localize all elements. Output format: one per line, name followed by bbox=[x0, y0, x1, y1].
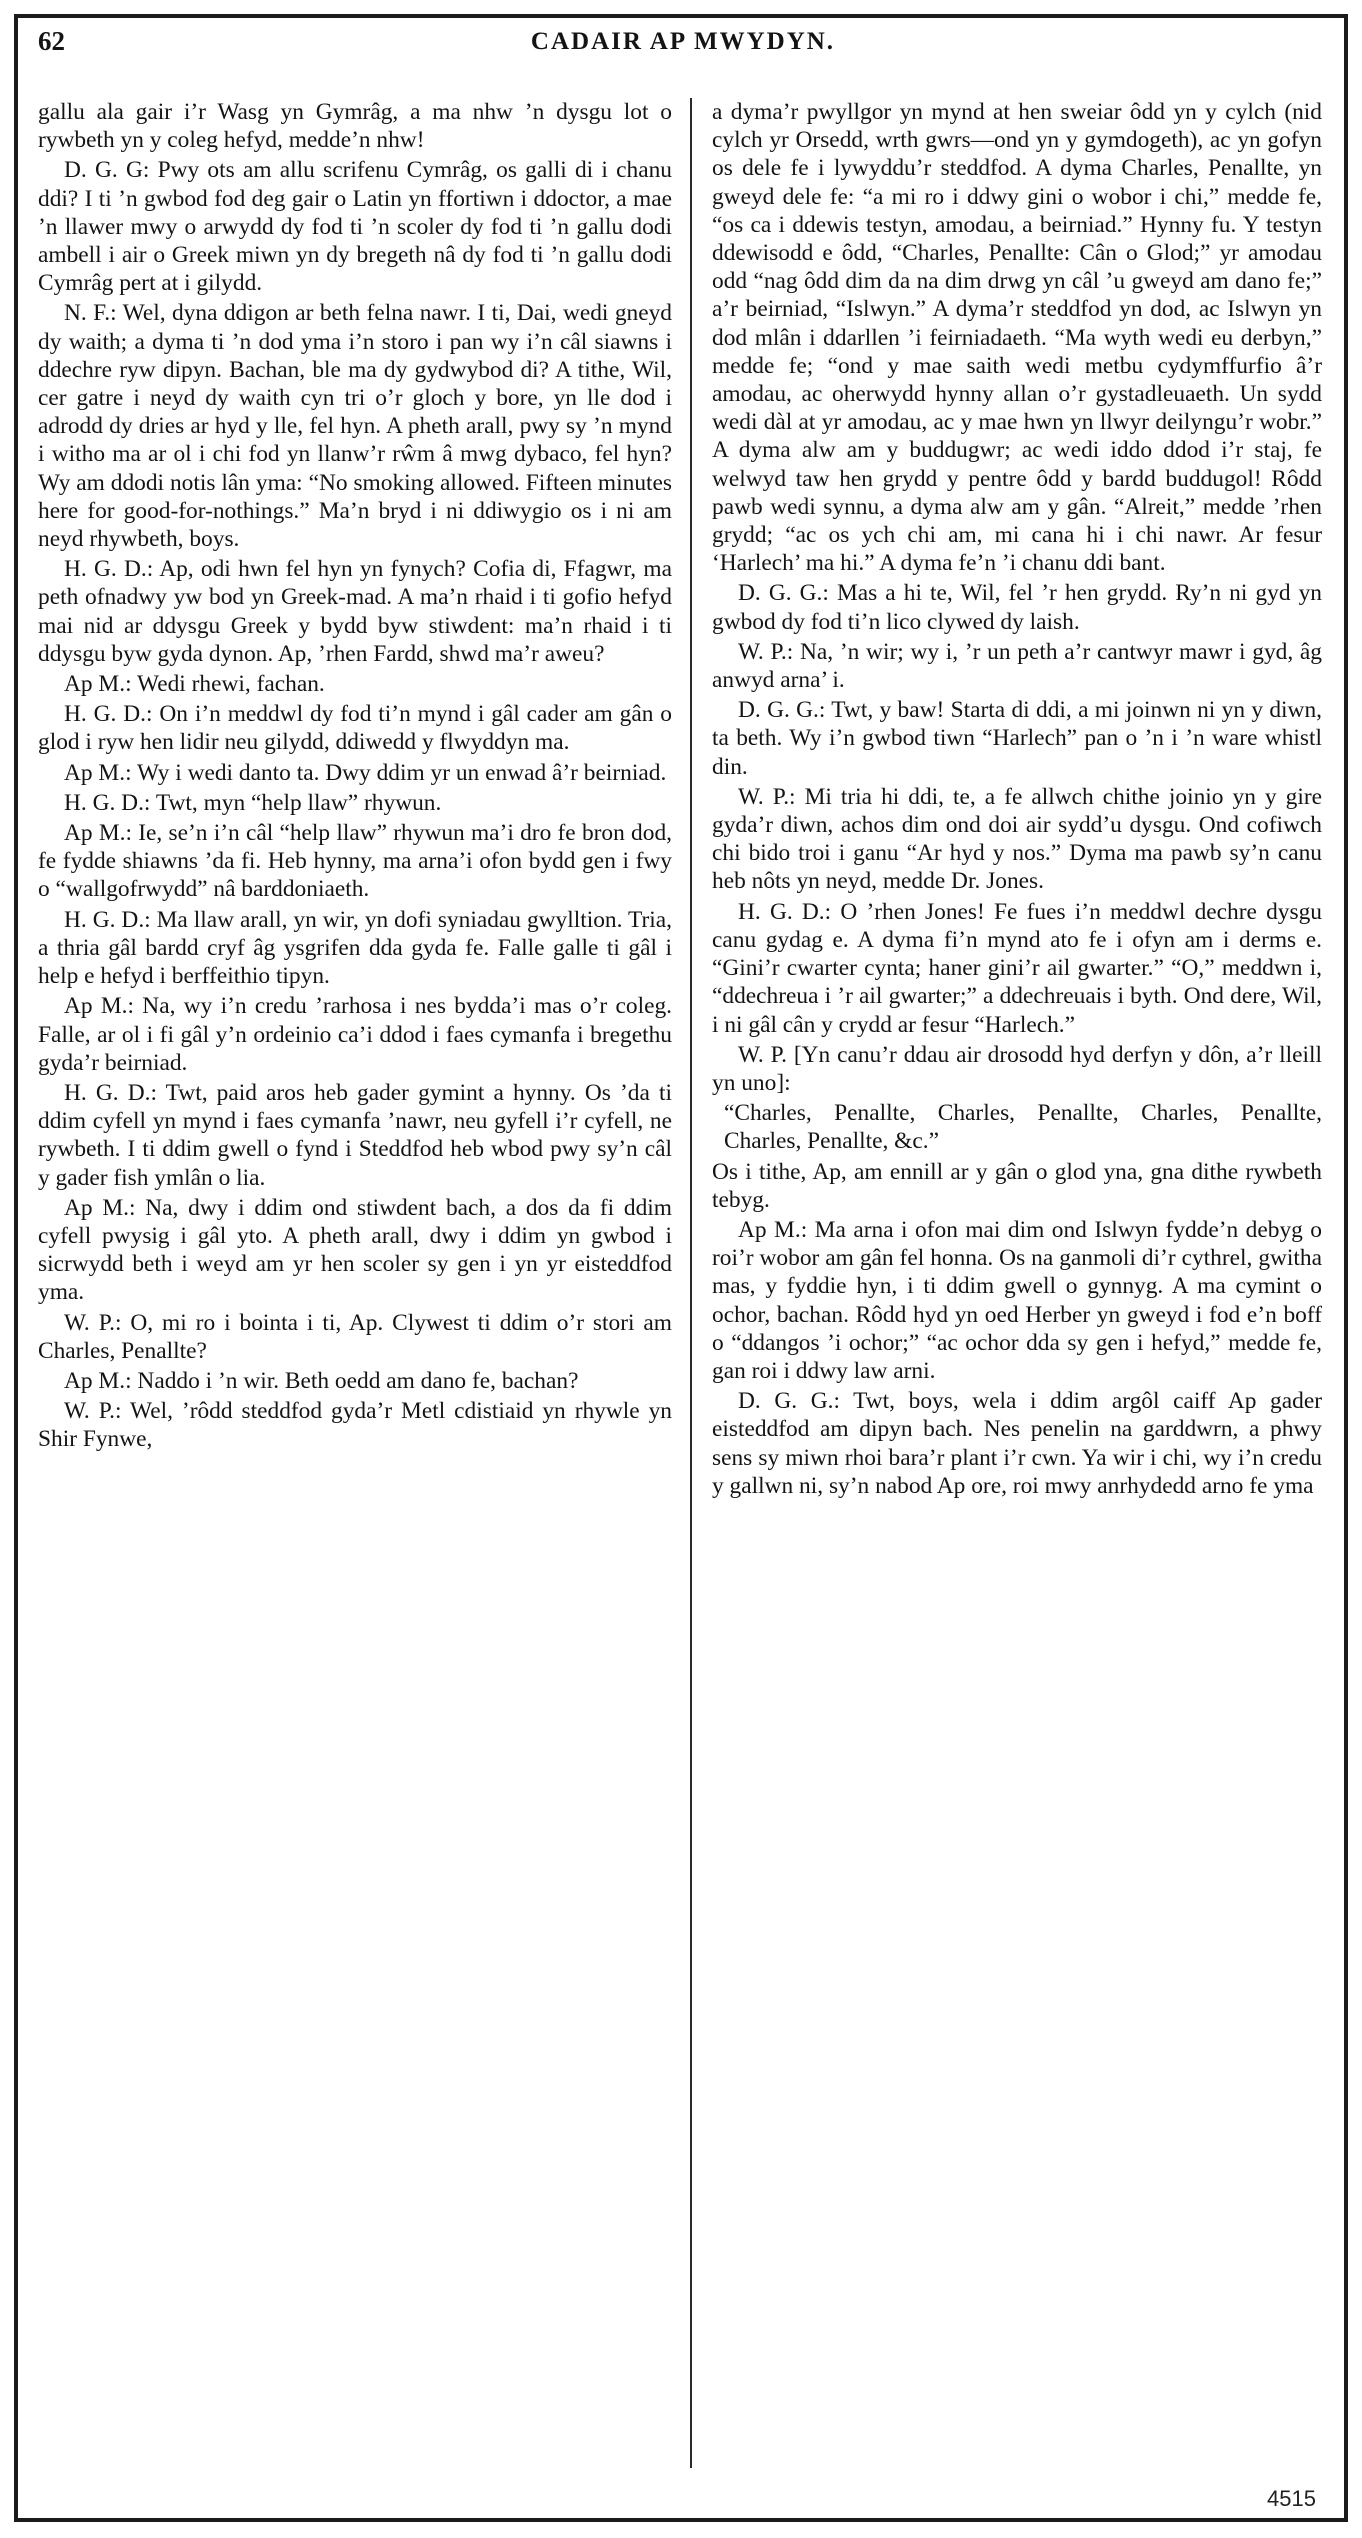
column-divider bbox=[690, 98, 692, 2468]
paragraph: H. G. D.: Twt, paid aros heb gader gymint a hynny. Os ’da ti ddim cyfell yn mynd i faes cymanfa ’nawr, neu gyfell i’r cyfell, ne rywbeth. I ti ddim gwell o fynd i Steddfod heb wbod pwy sy’n câl y gader fish ymlân o lia. bbox=[38, 1079, 672, 1191]
paragraph: W. P.: O, mi ro i bointa i ti, Ap. Clywest ti ddim o’r stori am Charles, Penallte? bbox=[38, 1309, 672, 1364]
paragraph: Ap M.: Ma arna i ofon mai dim ond Islwyn fydde’n debyg o roi’r wobor am gân fel honna. Os na ganmoli di’r cythrel, gwitha mas, y fyddie hyn, i ti ddim gwell o gynnyg. A ma cymint o ochor, bachan. Rôdd hyd yn oed Herber yn gweyd i fod e’n boff o “ddangos ’i ochor;” “ac ochor dda sy gen i hefyd,” medde fe, gan roi i ddwy law arni. bbox=[712, 1216, 1322, 1384]
paragraph: D. G. G.: Twt, boys, wela i ddim argôl caiff Ap gader eisteddfod am dipyn bach. Nes penelin na garddwrn, a phwy sens sy miwn rhoi bara’r plant i’r cwn. Ya wir i chi, wy i’n credu y gallwn ni, sy’n nabod Ap ore, roi mwy anrhydedd arno fe yma bbox=[712, 1388, 1322, 1499]
stage-direction: W. P. [Yn canu’r ddau air drosodd hyd derfyn y dôn, a’r lleill yn uno]: bbox=[712, 1041, 1322, 1096]
paragraph: a dyma’r pwyllgor yn mynd at hen sweiar ôdd yn y cylch (nid cylch yr Orsedd, wrth gwrs—ond yn y gymdogeth), ac yn gofyn os dele fe i lywyddu’r steddfod. A dyma Charles, Penallte, yn gweyd dele fe: “a mi ro i ddwy gini o wobor i chi,” medde fe, “os ca i ddewis testyn, amodau, a beirniad.” Hynny fu. Y testyn ddewisodd e ôdd, “Charles, Penallte: Cân o Glod;” yr amodau odd “nag ôdd dim da na dim drwg yn câl ’u gweyd am dano fe;” a’r beirniad, “Islwyn.” A dyma’r steddfod yn dod, ac Islwyn yn dod mlân i ddarllen ’i feirniadaeth. “Ma wyth wedi eu derbyn,” medde fe; “ond y mae saith wedi metbu cydymffurfio â’r amodau, ac oherwydd hynny allan o’r gystadleuaeth. Un sydd wedi dàl at yr amodau, ac y mae hwn yn llwyr deilyngu’r wobr.” A dyma alw am y buddugwr; ac wedi iddo ddod i’r staj, fe welwyd taw hen grydd y pentre ôdd y bardd buddugol! Rôdd pawb wedi synnu, a dyma alw am y gân. “Alreit,” medde ’rhen grydd; “ac os ych chi am, mi cana hi i chi nawr. Ar fesur ‘Harlech’ ma hi.” A dyma fe’n ’i chanu ddi bant. bbox=[712, 99, 1322, 577]
page-number: 62 bbox=[38, 26, 65, 56]
paragraph: W. P.: Na, ’n wir; wy i, ’r un peth a’r cantwyr mawr i gyd, âg anwyd arna’ i. bbox=[712, 638, 1322, 694]
paragraph: gallu ala gair i’r Wasg yn Gymrâg, a ma nhw ’n dysgu lot o rywbeth yn y coleg hefyd, medde’n nhw! bbox=[38, 99, 672, 154]
paragraph: H. G. D.: Ma llaw arall, yn wir, yn dofi syniadau gwylltion. Tria, a thria gâl bardd cryf âg ysgrifen dda gyda fe. Falle galle ti gâl i help e hefyd i berffeithio tipyn. bbox=[38, 906, 672, 990]
paragraph: D. G. G.: Mas a hi te, Wil, fel ’r hen grydd. Ry’n ni gyd yn gwbod dy fod ti’n lico clywed dy laish. bbox=[712, 580, 1322, 635]
running-title: CADAIR AP MWYDYN. bbox=[530, 28, 836, 55]
catalog-number: 4515 bbox=[1267, 2486, 1316, 2511]
paragraph: Ap M.: Na, wy i’n credu ’rarhosa i nes bydda’i mas o’r coleg. Falle, ar ol i fi gâl y’n ordeinio ca’i ddod i faes cymanfa i bregethu gyda’r beirniad. bbox=[38, 993, 672, 1076]
paragraph: Os i tithe, Ap, am ennill ar y gân o glod yna, gna dithe rywbeth tebyg. bbox=[712, 1158, 1322, 1213]
paragraph: Ap M.: Naddo i ’n wir. Beth oedd am dano fe, bachan? bbox=[64, 1367, 579, 1394]
paragraph: H. G. D.: Twt, myn “help llaw” rhywun. bbox=[64, 789, 442, 816]
paragraph: N. F.: Wel, dyna ddigon ar beth felna nawr. I ti, Dai, wedi gneyd dy waith; a dyma ti ’n dod yma i’n storo i pan wy i’n câl siawns i ddechre ryw dipyn. Bachan, ble ma dy gydwybod di? A tithe, Wil, cer gatre i neyd dy waith cyn tri o’r gloch y bore, yn lle dod i adrodd dy dries ar hyd y lle, fel hyn. A pheth arall, pwy sy ’n mynd i witho ma ar ol i chi fod yn llanw’r rŵm â mwg dybaco, fel hyn? Wy am ddodi notis lân yma: “No smoking allowed. Fifteen minutes here for good-for-nothings.” Ma’n bryd i ni ddiwygio os i ni am neyd rhywbeth, boys. bbox=[38, 300, 672, 553]
paragraph: D. G. G: Pwy ots am allu scrifenu Cymrâg, os galli di i chanu ddi? I ti ’n gwbod fod deg gair o Latin yn ffortiwn i ddoctor, a mae ’n llawer mwy o arwydd dy fod ti ’n scoler dy fod ti ’n gallu dodi ambell i air o Greek miwn yn dy bregeth nâ dy fod ti ’n gallu dodi Cymrâg pert at i gilydd. bbox=[38, 157, 672, 297]
paragraph: Ap M.: Wedi rhewi, fachan. bbox=[64, 671, 325, 698]
paragraph: H. G. D.: O ’rhen Jones! Fe fues i’n meddwl dechre dysgu canu gydag e. A dyma fi’n mynd ato fe i ofyn am i derms e. “Gini’r cwarter cynta; haner gini’r ail gwarter.” “O,” meddwn i, “ddechreua i ’r ail gwarter;” a ddechreuais i byth. Ond dere, Wil, i ni gâl cân y crydd ar fesur “Harlech.” bbox=[712, 898, 1322, 1038]
paragraph: Ap M.: Ie, se’n i’n câl “help llaw” rhywun ma’i dro fe bron dod, fe fydde shiawns ’da fi. Heb hynny, ma arna’i ofon bydd gen i fwy o “wallgofrwydd” nâ barddoniaeth. bbox=[38, 820, 672, 903]
paragraph: H. G. D.: On i’n meddwl dy fod ti’n mynd i gâl cader am gân o glod i ryw hen lidir neu gilydd, ddiwedd y flwyddyn ma. bbox=[38, 701, 672, 756]
paragraph: W. P.: Mi tria hi ddi, te, a fe allwch chithe joinio yn y gire gyda’r diwn, achos dim ond doi air sydd’u dysgu. Ond cofiwch chi bido troi i ganu “Ar hyd y nos.” Dyma ma pawb sy’n canu heb nôts yn neyd, medde Dr. Jones. bbox=[712, 783, 1322, 895]
left-column bbox=[38, 98, 672, 2478]
right-column bbox=[712, 98, 1322, 2478]
paragraph: Ap M.: Wy i wedi danto ta. Dwy ddim yr un enwad â’r beirniad. bbox=[64, 759, 667, 786]
paragraph: W. P.: Wel, ’rôdd steddfod gyda’r Metl cdistiaid yn rhywle yn Shir Fynwe, bbox=[38, 1398, 672, 1453]
running-header bbox=[38, 26, 1328, 66]
paragraph: D. G. G.: Twt, y baw! Starta di ddi, a mi joinwn ni yn y diwn, ta beth. Wy i’n gwbod tiwn “Harlech” pan o ’n i ’n ware whistl din. bbox=[712, 697, 1322, 780]
paragraph: H. G. D.: Ap, odi hwn fel hyn yn fynych? Cofia di, Ffagwr, ma peth ofnadwy yw bod yn Greek-mad. A ma’n rhaid i ti gofio hefyd mai nid ar ddysgu Greek y bydd byw stiwdent: ma’n rhaid i ti ddysgu byw gyda dynon. Ap, ’rhen Fardd, shwd ma’r aweu? bbox=[38, 556, 672, 667]
paragraph: Ap M.: Na, dwy i ddim ond stiwdent bach, a dos da fi ddim cyfell pwysig i gâl yto. A pheth arall, dwy i ddim yn gwbod i sicrwydd beth i weyd am yr hen scoler sy gen i yn yr eisteddfod yma. bbox=[38, 1194, 672, 1306]
song-lyric: “Charles, Penallte, Charles, Penallte, Charles, Penallte, Charles, Penallte, &c.” bbox=[724, 1100, 1322, 1155]
